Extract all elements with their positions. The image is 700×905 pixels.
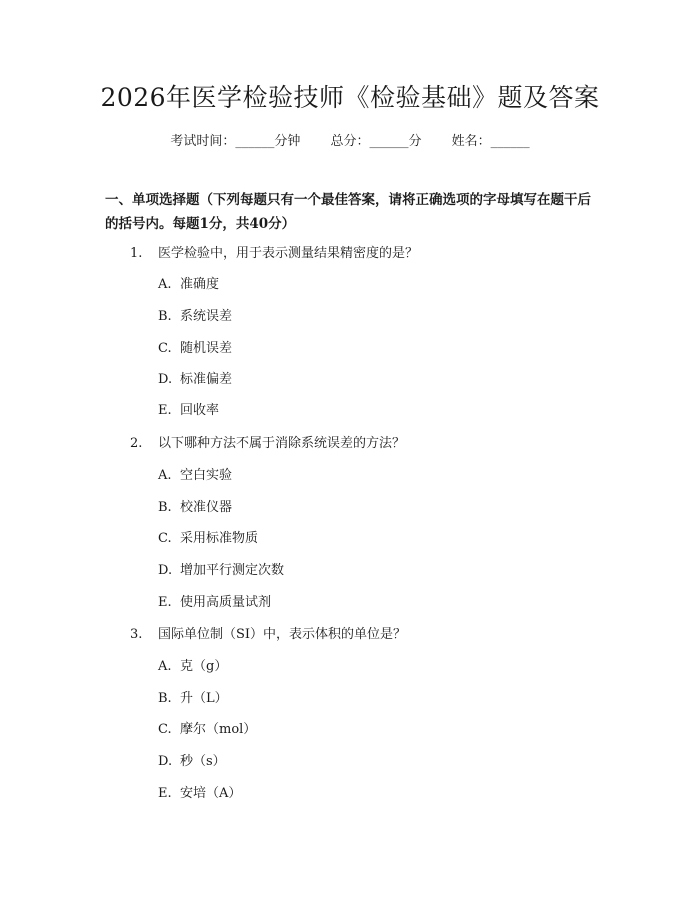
option-text: 升（L） <box>180 691 228 706</box>
option-text: 秒（s） <box>180 754 226 769</box>
section-heading: 一、单项选择题（下列每题只有一个最佳答案，请将正确选项的字母填写在题干后的括号内。每题1分，共40分） <box>105 192 591 232</box>
name-field: 姓名：______ <box>451 134 530 149</box>
option-letter: C. <box>158 531 172 546</box>
option-letter: D. <box>158 754 173 769</box>
option-text: 空白实验 <box>180 468 233 483</box>
option-text: 随机误差 <box>180 341 233 356</box>
question-2-option-e <box>158 594 271 612</box>
question-number: 3. <box>130 627 143 642</box>
option-letter: E. <box>158 595 172 610</box>
option-letter: B. <box>158 500 172 515</box>
document-title: 2026年医学检验技师《检验基础》题及答案 <box>100 83 600 112</box>
option-text: 使用高质量试剂 <box>180 595 272 610</box>
question-number: 2. <box>130 436 143 451</box>
question-2 <box>130 435 405 453</box>
option-letter: A. <box>158 468 172 483</box>
option-text: 增加平行测定次数 <box>180 563 285 578</box>
question-2-option-c <box>158 530 258 548</box>
option-text: 标准偏差 <box>180 372 233 387</box>
question-text: 医学检验中，用于表示测量结果精密度的是？ <box>158 246 419 261</box>
question-3-option-c <box>158 721 256 739</box>
question-1-option-d <box>158 371 232 389</box>
question-3 <box>130 626 406 644</box>
question-2-option-d <box>158 562 284 580</box>
question-1-option-e <box>158 402 219 420</box>
question-3-option-d <box>158 753 226 771</box>
question-1-option-b <box>158 308 232 326</box>
question-3-option-b <box>158 690 228 708</box>
option-letter: C. <box>158 722 172 737</box>
option-letter: D. <box>158 563 173 578</box>
exam-meta <box>0 130 700 149</box>
question-2-option-a <box>158 467 232 485</box>
total-score-field: 总分：______分 <box>330 134 422 149</box>
option-letter: A. <box>158 659 172 674</box>
option-text: 系统误差 <box>180 309 233 324</box>
question-1-option-a <box>158 276 219 294</box>
option-text: 准确度 <box>180 277 220 292</box>
question-3-option-a <box>158 658 227 676</box>
question-1 <box>130 245 418 263</box>
option-text: 克（g） <box>180 659 228 674</box>
question-3-option-e <box>158 785 241 803</box>
question-text: 国际单位制（SI）中，表示体积的单位是？ <box>158 627 407 642</box>
option-letter: E. <box>158 403 172 418</box>
question-1-option-c <box>158 340 232 358</box>
option-letter: B. <box>158 691 172 706</box>
option-letter: C. <box>158 341 172 356</box>
option-letter: B. <box>158 309 172 324</box>
question-2-option-b <box>158 499 232 517</box>
exam-time-field: 考试时间：______分钟 <box>170 134 301 149</box>
option-letter: A. <box>158 277 172 292</box>
question-number: 1. <box>130 246 143 261</box>
option-letter: E. <box>158 786 172 801</box>
option-text: 回收率 <box>180 403 220 418</box>
question-text: 以下哪种方法不属于消除系统误差的方法？ <box>158 436 406 451</box>
option-letter: D. <box>158 372 173 387</box>
option-text: 安培（A） <box>180 786 242 801</box>
option-text: 采用标准物质 <box>180 531 259 546</box>
option-text: 校准仪器 <box>180 500 233 515</box>
option-text: 摩尔（mol） <box>180 722 257 737</box>
